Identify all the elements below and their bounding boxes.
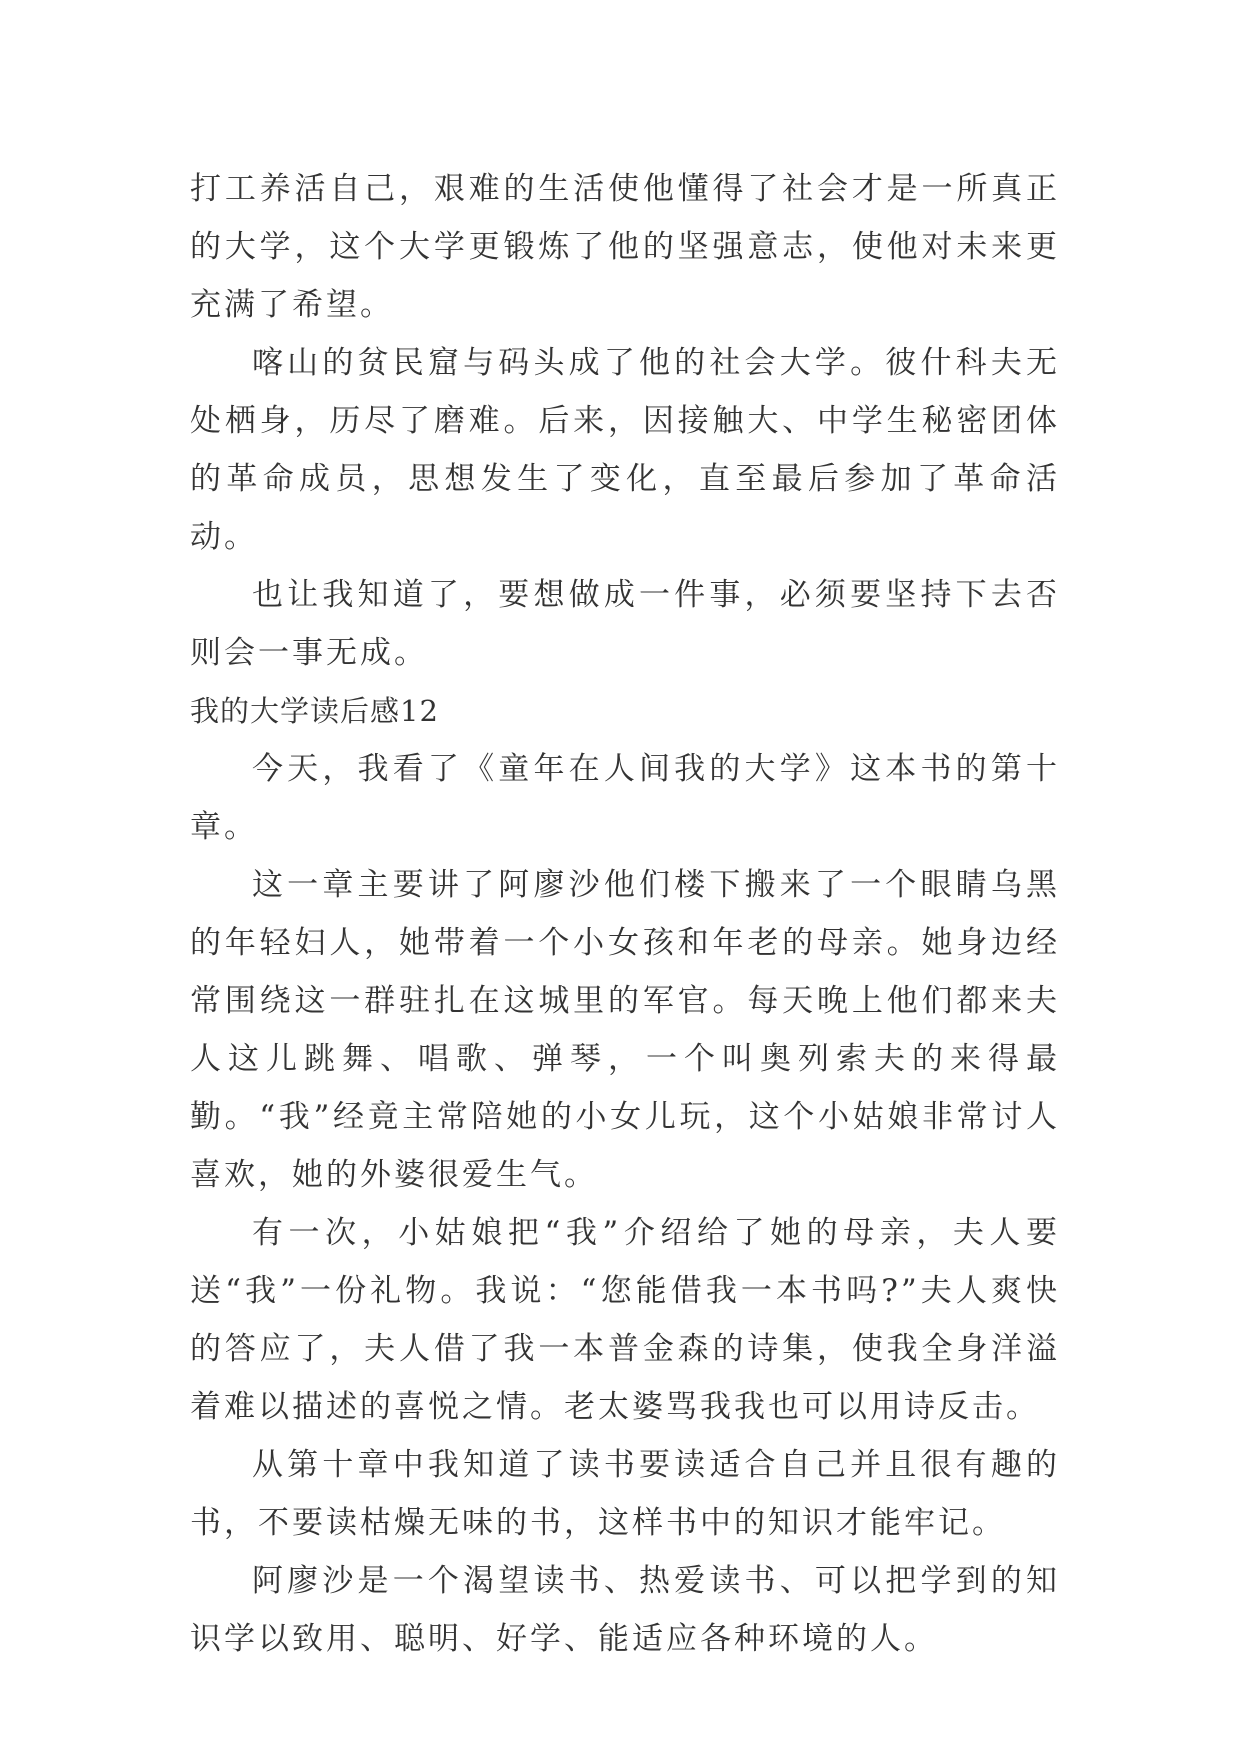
paragraph: 阿廖沙是一个渴望读书、热爱读书、可以把学到的知识学以致用、聪明、好学、能适应各种环境的人。: [190, 1563, 1060, 1657]
paragraph-continuation: 打工养活自己，艰难的生活使他懂得了社会才是一所真正的大学，这个大学更锻炼了他的坚强意志，使他对未来更充满了希望。: [190, 171, 1060, 323]
paragraph: 喀山的贫民窟与码头成了他的社会大学。彼什科夫无处栖身，历尽了磨难。后来，因接触大、中学生秘密团体的革命成员，思想发生了变化，直至最后参加了革命活动。: [190, 345, 1060, 555]
section-title: 我的大学读后感12: [190, 694, 439, 728]
paragraph: 这一章主要讲了阿廖沙他们楼下搬来了一个眼睛乌黑的年轻妇人，她带着一个小女孩和年老的母亲。她身边经常围绕这一群驻扎在这城里的军官。每天晚上他们都来夫人这儿跳舞、唱歌、弹琴，一个叫奥列索夫的来得最勤。“我”经竟主常陪她的小女儿玩，这个小姑娘非常讨人喜欢，她的外婆很爱生气。: [190, 867, 1060, 1193]
document-body: [190, 160, 1060, 1668]
paragraph: 有一次，小姑娘把“我”介绍给了她的母亲，夫人要送“我”一份礼物。我说：“您能借我一本书吗?”夫人爽快的答应了，夫人借了我一本普金森的诗集，使我全身洋溢着难以描述的喜悦之情。老太婆骂我我也可以用诗反击。: [190, 1215, 1060, 1425]
paragraph: 也让我知道了，要想做成一件事，必须要坚持下去否则会一事无成。: [190, 577, 1060, 671]
paragraph: 今天，我看了《童年在人间我的大学》这本书的第十章。: [190, 751, 1060, 845]
paragraph: 从第十章中我知道了读书要读适合自己并且很有趣的书，不要读枯燥无味的书，这样书中的知识才能牢记。: [190, 1447, 1060, 1541]
